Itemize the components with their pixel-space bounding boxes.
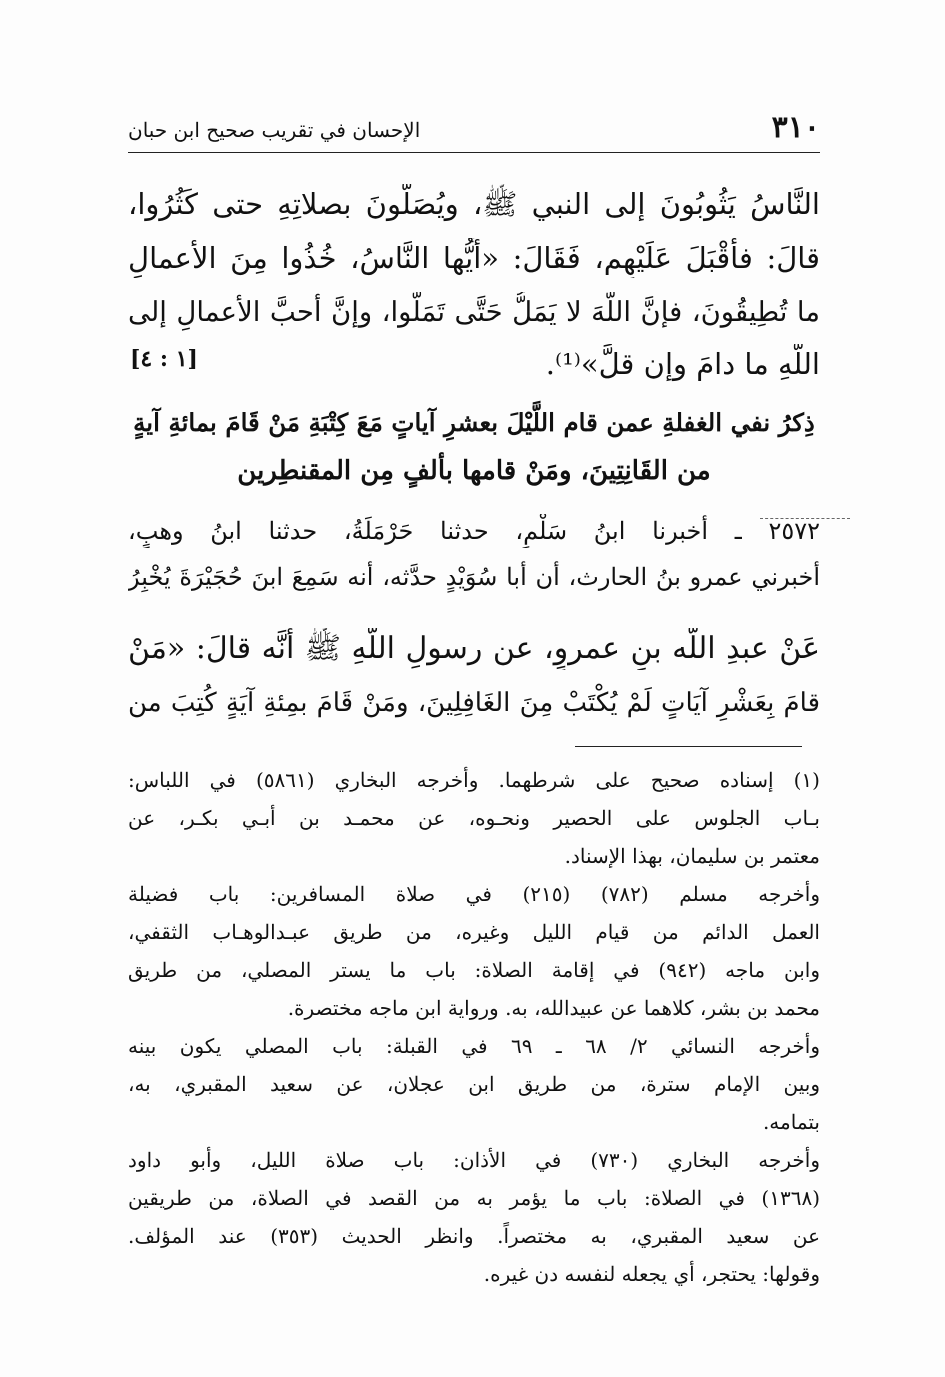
footnote-line: وقولها: يحتجر، أي يجعله لنفسه دن غيره.: [483, 1262, 820, 1286]
isnad-line: أخبرني عمرو بنُ الحارث، أن أبا سُوَيْدٍ حدَّثه، أنه سَمِعَ ابنَ حُجَيْرَةَ يُخْبِرُ: [128, 563, 820, 591]
footnote-line: وبين الإمام سترة، من طريق ابن عجلان، عن سعيد المقبري، به،: [128, 1072, 820, 1096]
footnote-line: معتمر بن سليمان، بهذا الإسناد.: [564, 844, 820, 868]
running-title: الإحسان في تقريب صحيح ابن حبان: [128, 118, 421, 142]
footnote-line: عن سعيد المقبري، به مختصراً. وانظر الحديث (٣٥٣) عند المؤلف.: [128, 1224, 820, 1248]
body-line: قالَ: فأَقْبَلَ عَلَيْهِم، فَقَالَ: «أَيُّها النَّاسُ، خُذُوا مِنَ الأعمالِ: [128, 241, 820, 275]
body-line: النَّاسُ يَثُوبُونَ إلى النبي ﷺ، ويُصَلُّونَ بصلاتِهِ حتى كَثُرُوا،: [128, 187, 820, 221]
body-line: ما تُطِيقُونَ، فإنَّ اللَّهَ لا يَمَلُّ حَتَّى تَمَلُّوا، وإنَّ أحبَّ الأعمالِ إلى: [128, 296, 820, 328]
footnote-line: محمد بن بشر، كلاهما عن عبيدالله، به. ورواية ابن ماجه مختصرة.: [287, 996, 820, 1020]
page-number: ٣١٠: [771, 110, 820, 145]
footnote-line: العمل الدائم من قيام الليل وغيره، من طريق عبـدالوهـاب الثقفي،: [128, 920, 820, 944]
chapter-heading-line: من القَانِتِينَ، ومَنْ قامها بألفٍ مِن المقنطِرين: [237, 456, 711, 486]
chapter-heading-line: ذِكرُ نفي الغفلةِ عمن قام اللَّيْلَ بعشرِ آياتٍ مَعَ كِتْبَةِ مَنْ قَامَ بمائةِ آيةٍ: [133, 408, 815, 437]
matn-line: عَنْ عبدِ اللَّه بنِ عمروٍ، عن رسولِ اللَّهِ ﷺ أنَّه قالَ: «مَنْ: [128, 631, 820, 666]
footnote-line: (١٣٦٨) في الصلاة: باب ما يؤمر به من القصد في الصلاة، من طريقين: [128, 1186, 820, 1210]
matn-line: قامَ بِعَشْرِ آيَاتٍ لَمْ يُكْتَبْ مِنَ الغَافِلِينَ، ومَنْ قَامَ بمِئةِ آيَةٍ كُتِبَ من: [128, 688, 820, 718]
footnote-line: وأخرجه مسلم (٧٨٢) (٢١٥) في صلاة المسافرين: باب فضيلة: [128, 882, 820, 906]
footnote-separator: [575, 746, 802, 747]
page-header: [128, 108, 820, 153]
footnote-line: (١) إسناده صحيح على شرطهما. وأخرجه البخاري (٥٨٦١) في اللباس:: [128, 768, 820, 792]
footnote-line: وأخرجه النسائي ٢/ ٦٨ ـ ٦٩ في القبلة: باب المصلي يكون بينه: [128, 1034, 820, 1058]
isnad-line: ٢٥٧٢ ـ أخبرنا ابنُ سَلْمٍ، حدثنا حَرْمَلَةُ، حدثنا ابنُ وهبٍ،: [128, 517, 820, 545]
footnote-line: وابن ماجه (٩٤٢) في إقامة الصلاة: باب ما يستر المصلي، من طريق: [128, 958, 820, 982]
footnote-line: بتمامه.: [762, 1110, 820, 1134]
body-line: اللَّهِ ما دامَ وإن قلَّ»⁽¹⁾.: [545, 347, 820, 381]
hadith-reference: [١ : ٤]: [130, 346, 198, 372]
footnote-line: بـاب الجلوس على الحصير ونحـوه، عن محمـد بن أبـي بكـر، عن: [128, 806, 820, 830]
footnote-line: وأخرجه البخاري (٧٣٠) في الأذان: باب صلاة الليل، وأبو داود: [128, 1148, 820, 1172]
